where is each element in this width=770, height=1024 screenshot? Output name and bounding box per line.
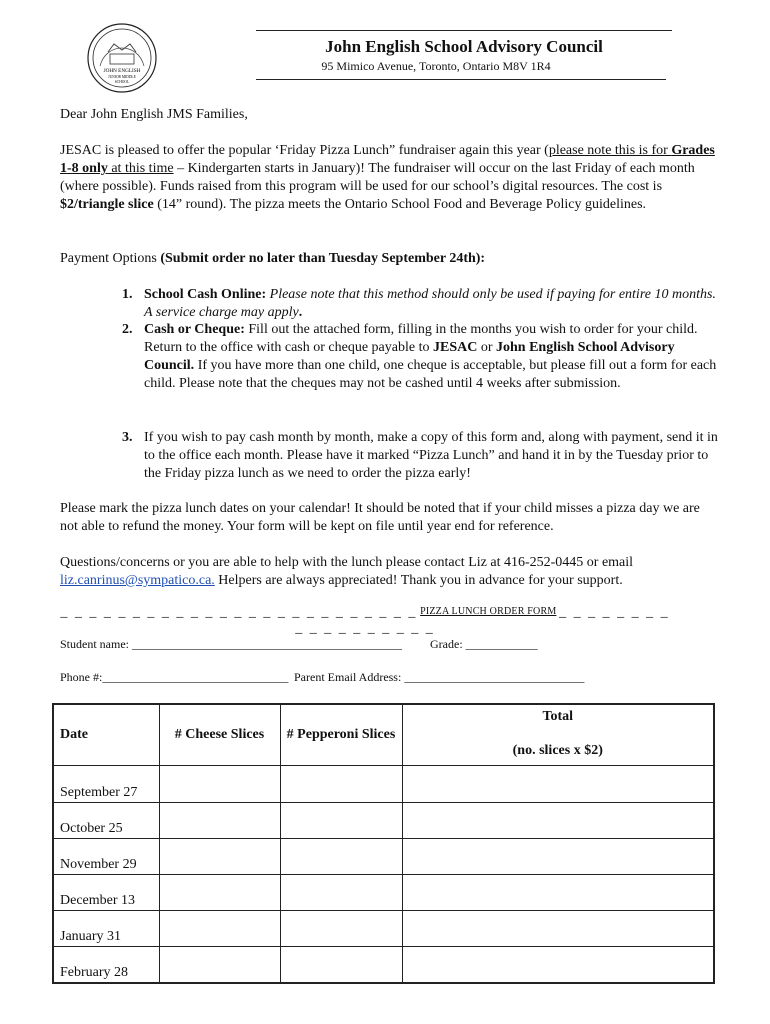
header-bottom-rule: [256, 79, 666, 80]
cheese-cell[interactable]: [159, 875, 280, 911]
total-header: [402, 704, 714, 766]
parent-email-field[interactable]: [294, 670, 584, 685]
intro-note-2: at this time: [107, 161, 174, 176]
intro-grades: Grades 1-8 only: [60, 143, 715, 176]
table-row: [53, 911, 714, 947]
payment-deadline: (Submit order no later than Tuesday September 24th):: [160, 251, 486, 266]
contact-email-link[interactable]: liz.canrinus@sympatico.ca.: [60, 573, 215, 588]
table-header-row: [53, 704, 714, 766]
table-row: [53, 839, 714, 875]
order-table: [52, 703, 715, 984]
total-cell[interactable]: [402, 875, 714, 911]
thanks-text: Helpers are always appreciated! Thank you in advance for your support.: [214, 573, 623, 588]
date-cell: November 29: [53, 839, 159, 875]
intro-text-3: (14” round). The pizza meets the Ontario School Food and Beverage Policy guidelines.: [153, 197, 647, 212]
logo-line-1: JOHN ENGLISH: [103, 68, 141, 74]
option-3-number: 3.: [122, 430, 133, 445]
cheese-cell[interactable]: [159, 911, 280, 947]
questions-text: Questions/concerns or you are able to help with the lunch please contact Liz at 416-252-0445 or email: [60, 555, 634, 570]
cheese-cell[interactable]: [159, 947, 280, 983]
student-name-line[interactable]: _____________________________________________: [132, 637, 402, 651]
order-form-title: [60, 605, 670, 637]
payment-options-heading: [60, 250, 720, 268]
date-cell: December 13: [53, 875, 159, 911]
option-1-text: Please note that this method should only be used if paying for entire 10 months. A service charge may apply: [144, 287, 716, 320]
council-address: 95 Mimico Avenue, Toronto, Ontario M8V 1R4: [321, 59, 551, 73]
date-header: Date: [53, 704, 159, 766]
total-cell[interactable]: [402, 803, 714, 839]
date-cell: September 27: [53, 766, 159, 803]
phone-field[interactable]: [60, 670, 288, 685]
school-logo: [86, 22, 158, 94]
intro-text-1: JESAC is pleased to offer the popular ‘Friday Pizza Lunch” fundraiser again this year (: [60, 143, 549, 158]
parent-email-line[interactable]: ______________________________: [404, 670, 585, 684]
right-dash-line: _ _ _ _ _ _ _ _ _ _ _ _ _ _ _ _ _ _: [295, 605, 670, 636]
total-cell[interactable]: [402, 839, 714, 875]
total-label: Total: [542, 709, 574, 724]
left-dash-line: _ _ _ _ _ _ _ _ _ _ _ _ _ _ _ _ _ _ _ _ _ _ _ _ _: [60, 605, 418, 620]
option-2-number: 2.: [122, 322, 133, 337]
total-formula: (no. slices x $2): [512, 743, 603, 758]
pepperoni-cell[interactable]: [280, 766, 402, 803]
intro-text-2: – Kindergarten starts in January)! The fundraiser will occur on the last Friday of each month (where possible). Funds raised from this program will be used for our school’s digital resources. The cost is: [60, 161, 695, 194]
pepperoni-cell[interactable]: [280, 803, 402, 839]
option-2-title: Cash or Cheque:: [144, 322, 245, 337]
logo-line-2: JUNIOR MIDDLE: [108, 75, 136, 79]
grade-label: Grade:: [430, 637, 463, 651]
cheese-cell[interactable]: [159, 803, 280, 839]
header-top-rule: [256, 30, 672, 31]
payment-option-1: [122, 286, 722, 322]
date-cell: October 25: [53, 803, 159, 839]
table-row: [53, 803, 714, 839]
pepperoni-cell[interactable]: [280, 875, 402, 911]
intro-price: $2/triangle slice: [60, 197, 154, 212]
pepperoni-cell[interactable]: [280, 839, 402, 875]
option-2-text-2: If you have more than one child, one cheque is acceptable, but please fill out a form for each child. Please note that the cheques may not be cashed until 4 weeks after submission.: [144, 358, 717, 391]
cheese-cell[interactable]: [159, 839, 280, 875]
pepperoni-cell[interactable]: [280, 911, 402, 947]
calendar-note: Please mark the pizza lunch dates on your calendar! It should be noted that if your child misses a pizza day we are not able to refund the money. Your form will be kept on file until year end for reference.: [60, 501, 700, 534]
pepperoni-header: # Pepperoni Slices: [280, 704, 402, 766]
option-1-number: 1.: [122, 287, 133, 302]
student-name-label: Student name:: [60, 637, 129, 651]
total-cell[interactable]: [402, 947, 714, 983]
grade-line[interactable]: ____________: [465, 637, 538, 651]
questions-paragraph: [60, 554, 720, 590]
logo-line-3: SCHOOL: [114, 80, 130, 84]
option-2-or: or: [477, 340, 497, 355]
payment-label: Payment Options: [60, 251, 161, 266]
option-1-end: .: [298, 305, 303, 320]
grade-field[interactable]: [430, 637, 538, 652]
date-cell: February 28: [53, 947, 159, 983]
council-title: John English School Advisory Council: [325, 37, 603, 56]
pepperoni-cell[interactable]: [280, 947, 402, 983]
cheese-cell[interactable]: [159, 766, 280, 803]
option-3-text: If you wish to pay cash month by month, make a copy of this form and, along with payment, send it in to the office each month. Please have it marked “Pizza Lunch” and hand it in by the Tuesday prior to the Friday pizza lunch as we need to order the pizza early!: [144, 430, 718, 481]
table-row: [53, 947, 714, 983]
option-2-jesac: JESAC: [432, 340, 478, 355]
option-1-title: School Cash Online:: [144, 287, 267, 302]
payment-option-2: [122, 321, 722, 393]
cheese-header: # Cheese Slices: [159, 704, 280, 766]
total-cell[interactable]: [402, 911, 714, 947]
payment-option-3: [122, 429, 722, 483]
phone-line[interactable]: _______________________________: [102, 670, 289, 684]
total-cell[interactable]: [402, 766, 714, 803]
date-cell: January 31: [53, 911, 159, 947]
intro-note-1: please note this is for: [548, 143, 672, 158]
order-form-label: PIZZA LUNCH ORDER FORM: [420, 606, 557, 617]
option-2-council: John English School Advisory Council.: [144, 340, 675, 373]
phone-label: Phone #:: [60, 670, 103, 684]
student-name-field[interactable]: [60, 637, 402, 652]
table-row: [53, 875, 714, 911]
greeting: Dear John English JMS Families,: [60, 107, 248, 122]
intro-paragraph: [60, 142, 720, 214]
table-row: [53, 766, 714, 803]
option-2-text-1: Fill out the attached form, filling in the months you wish to order for your child. Return to the office with cash or cheque payable to: [144, 322, 698, 355]
parent-email-label: Parent Email Address:: [294, 670, 402, 684]
